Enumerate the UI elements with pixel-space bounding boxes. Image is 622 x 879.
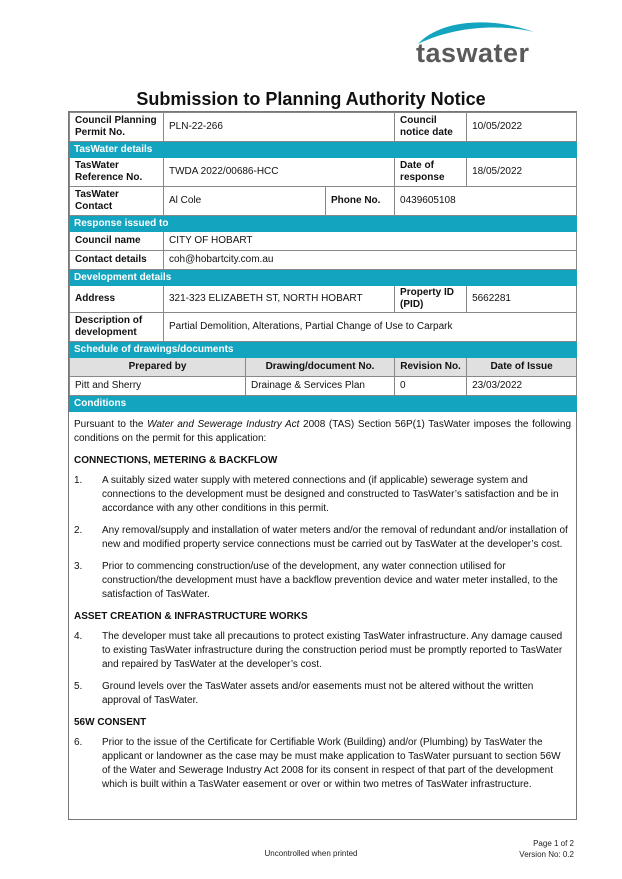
response-date-label: Date of response <box>395 158 467 187</box>
schedule-header-row <box>70 358 577 377</box>
section-heading-response: Response issued to <box>70 216 577 232</box>
contact-details-row <box>70 251 577 270</box>
footer-version: Version No: 0.2 <box>519 850 574 859</box>
address-label: Address <box>70 286 164 313</box>
page-title: Submission to Planning Authority Notice <box>136 89 486 109</box>
table-cell: Pitt and Sherry <box>70 377 246 396</box>
section-heading-development: Development details <box>70 270 577 286</box>
notice-date-label: Council notice date <box>395 113 467 142</box>
item-text: A suitably sized water supply with metered connections and (if applicable) sewerage system and connections to the development must be designed and constructed to TasWater’s satisfaction and be in accordance with any other conditions in this permit. <box>102 475 559 514</box>
reference-label: TasWater Reference No. <box>70 158 164 187</box>
pid-value: 5662281 <box>467 286 577 313</box>
details-table <box>69 112 577 412</box>
intro-text: Pursuant to the <box>74 419 148 430</box>
table-cell: 0 <box>395 377 467 396</box>
column-header: Revision No. <box>395 358 467 377</box>
item-number: 2. <box>74 525 83 536</box>
contact-label: TasWater Contact <box>70 187 164 216</box>
phone-value: 0439605108 <box>395 187 577 216</box>
condition-section-title: ASSET CREATION & INFRASTRUCTURE WORKS <box>74 611 308 622</box>
taswater-logo <box>410 18 540 70</box>
table-cell: 23/03/2022 <box>467 377 577 396</box>
condition-item <box>74 474 571 516</box>
condition-item <box>74 680 571 708</box>
address-value: 321-323 ELIZABETH ST, NORTH HOBART <box>164 286 395 313</box>
pid-label: Property ID (PID) <box>395 286 467 313</box>
response-date-value: 18/05/2022 <box>467 158 577 187</box>
conditions-body <box>69 412 576 792</box>
section-heading-schedule: Schedule of drawings/documents <box>70 342 577 358</box>
item-number: 1. <box>74 475 83 486</box>
column-header: Date of Issue <box>467 358 577 377</box>
condition-item <box>74 736 571 792</box>
column-header: Drawing/document No. <box>246 358 395 377</box>
condition-item <box>74 524 571 552</box>
notice-date-value: 10/05/2022 <box>467 113 577 142</box>
reference-value: TWDA 2022/00686-HCC <box>164 158 395 187</box>
description-value: Partial Demolition, Alterations, Partial Change of Use to Carpark <box>164 313 577 342</box>
item-number: 3. <box>74 561 83 572</box>
description-row <box>70 313 577 342</box>
item-text: Prior to the issue of the Certificate for Certifiable Work (Building) and/or (Plumbing) by TasWater the applicant or landowner as the case may be must make application to TasWater pursuant to section 56W of the Water and Sewerage Industry Act 2008 for its consent in respect of that part of the development which is built within a TasWater easement or over or within two metres of TasWater infrastructure. <box>102 737 561 790</box>
council-label: Council name <box>70 232 164 251</box>
item-text: The developer must take all precautions to protect existing TasWater infrastructure. Any damage caused to existing TasWater infrastructure during the construction period must be promptly reported to TasWater and repaired by TasWater at the developer’s cost. <box>102 631 563 670</box>
description-label: Description of development <box>70 313 164 342</box>
section-heading-taswater: TasWater details <box>70 142 577 158</box>
contact-row <box>70 187 577 216</box>
item-text: Prior to commencing construction/use of the development, any water connection utilised for construction/the development must have a backflow prevention device and water meter installed, to the satisfaction of TasWater. <box>102 561 558 600</box>
condition-item <box>74 560 571 602</box>
item-number: 4. <box>74 631 83 642</box>
address-row <box>70 286 577 313</box>
reference-row <box>70 158 577 187</box>
conditions-intro <box>74 418 571 446</box>
footer-page-number: Page 1 of 2 <box>533 839 574 848</box>
item-text: Any removal/supply and installation of water meters and/or the removal of redundant and/or installation of new and modified property service connections must be carried out by TasWater at the developer’s cost. <box>102 525 568 550</box>
condition-section-title: CONNECTIONS, METERING & BACKFLOW <box>74 455 278 466</box>
contact-value: Al Cole <box>164 187 326 216</box>
contact-details-label: Contact details <box>70 251 164 270</box>
item-number: 6. <box>74 737 83 748</box>
phone-label: Phone No. <box>326 187 395 216</box>
contact-details-value: coh@hobartcity.com.au <box>164 251 577 270</box>
condition-item <box>74 630 571 672</box>
notice-form <box>68 111 577 820</box>
condition-section-title: 56W CONSENT <box>74 717 147 728</box>
permit-row <box>70 113 577 142</box>
permit-value: PLN-22-266 <box>164 113 395 142</box>
table-row <box>70 377 577 396</box>
council-row <box>70 232 577 251</box>
intro-act-name: Water and Sewerage Industry Act <box>147 419 300 430</box>
item-number: 5. <box>74 681 83 692</box>
footer-uncontrolled: Uncontrolled when printed <box>264 849 358 858</box>
logo-wordmark: taswater <box>416 38 530 68</box>
item-text: Ground levels over the TasWater assets and/or easements must not be altered without the written approval of TasWater. <box>102 681 534 706</box>
intro-text: 2008 (TAS) Section 56P(1) TasWater imposes the following conditions on the permit for this application: <box>74 419 572 444</box>
table-cell: Drainage & Services Plan <box>246 377 395 396</box>
council-value: CITY OF HOBART <box>164 232 577 251</box>
column-header: Prepared by <box>70 358 246 377</box>
permit-label: Council Planning Permit No. <box>70 113 164 142</box>
section-heading-conditions: Conditions <box>70 396 577 412</box>
